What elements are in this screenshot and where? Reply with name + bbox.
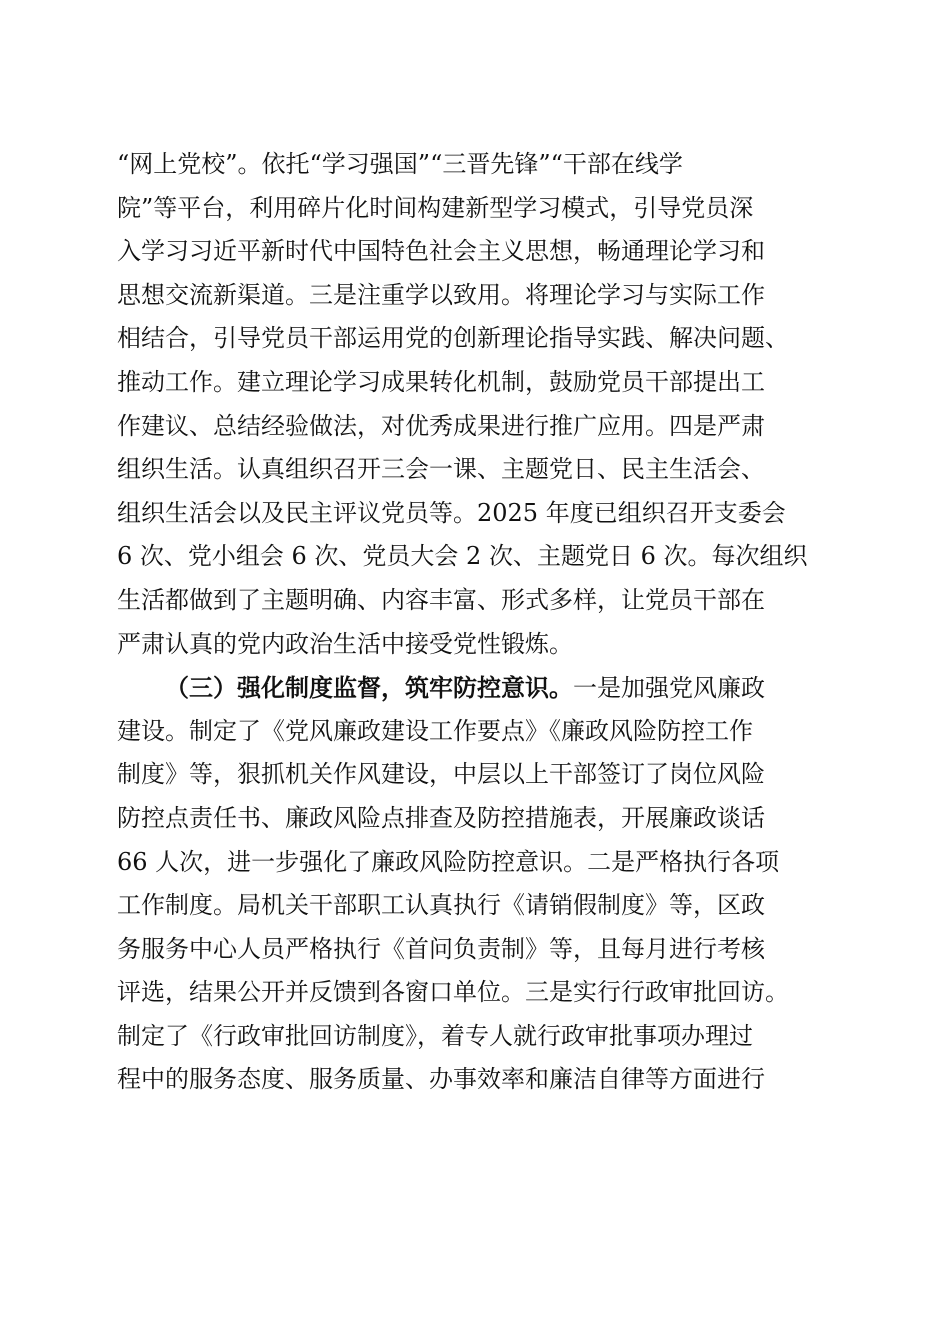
paragraph-line-5: 相结合，引导党员干部运用党的创新理论指导实践、解决问题、 [117,324,789,353]
paragraph-line-1: “网上党校”。依托“学习强国”“三晋先锋”“干部在线学 [117,150,683,178]
paragraph-line-4: 思想交流新渠道。三是注重学以致用。将理论学习与实际工作 [117,280,765,309]
section-3-line-3: 制度》等，狠抓机关作风建设，中层以上干部签订了岗位风险 [117,760,765,789]
section-3-line-2: 建设。制定了《党风廉政建设工作要点》《廉政风险防控工作 [117,716,753,745]
section-3-first-line [117,666,877,710]
section-3-line-6: 工作制度。局机关干部职工认真执行《请销假制度》等，区政 [117,891,765,920]
section-3-line-8: 评选，结果公开并反馈到各窗口单位。三是实行行政审批回访。 [117,978,789,1007]
paragraph-line-10: 6 次、党小组会 6 次、党员大会 2 次、主题党日 6 次。每次组织 [117,542,808,571]
section-3-line-9: 制定了《行政审批回访制度》，着专人就行政审批事项办理过 [117,1021,753,1050]
section-3-line-5: 66 人次，进一步强化了廉政风险防控意识。二是严格执行各项 [117,847,780,876]
paragraph-line-9: 组织生活会以及民主评议党员等。2025 年度已组织召开支委会 [117,498,786,527]
paragraph-line-7: 作建议、总结经验做法，对优秀成果进行推广应用。四是严肃 [117,411,765,440]
section-3-line-4: 防控点责任书、廉政风险点排查及防控措施表，开展廉政谈话 [117,803,765,832]
section-3-heading: （三）强化制度监督，筑牢防控意识。 [165,673,573,703]
paragraph-line-8: 组织生活。认真组织召开三会一课、主题党日、民主生活会、 [117,455,765,484]
section-3-line-10: 程中的服务态度、服务质量、办事效率和廉洁自律等方面进行 [117,1065,765,1094]
section-3-line-7: 务服务中心人员严格执行《首问负责制》等，且每月进行考核 [117,934,765,963]
paragraph-line-11: 生活都做到了主题明确、内容丰富、形式多样，让党员干部在 [117,585,765,614]
paragraph-line-6: 推动工作。建立理论学习成果转化机制，鼓励党员干部提出工 [117,367,765,396]
paragraph-line-12: 严肃认真的党内政治生活中接受党性锻炼。 [117,629,573,658]
paragraph-line-3: 入学习习近平新时代中国特色社会主义思想，畅通理论学习和 [117,237,765,266]
section-3-first-line-text: 一是加强党风廉政 [573,674,765,703]
paragraph-line-2: 院”等平台，利用碎片化时间构建新型学习模式，引导党员深 [117,193,754,222]
document-body [117,143,877,1102]
